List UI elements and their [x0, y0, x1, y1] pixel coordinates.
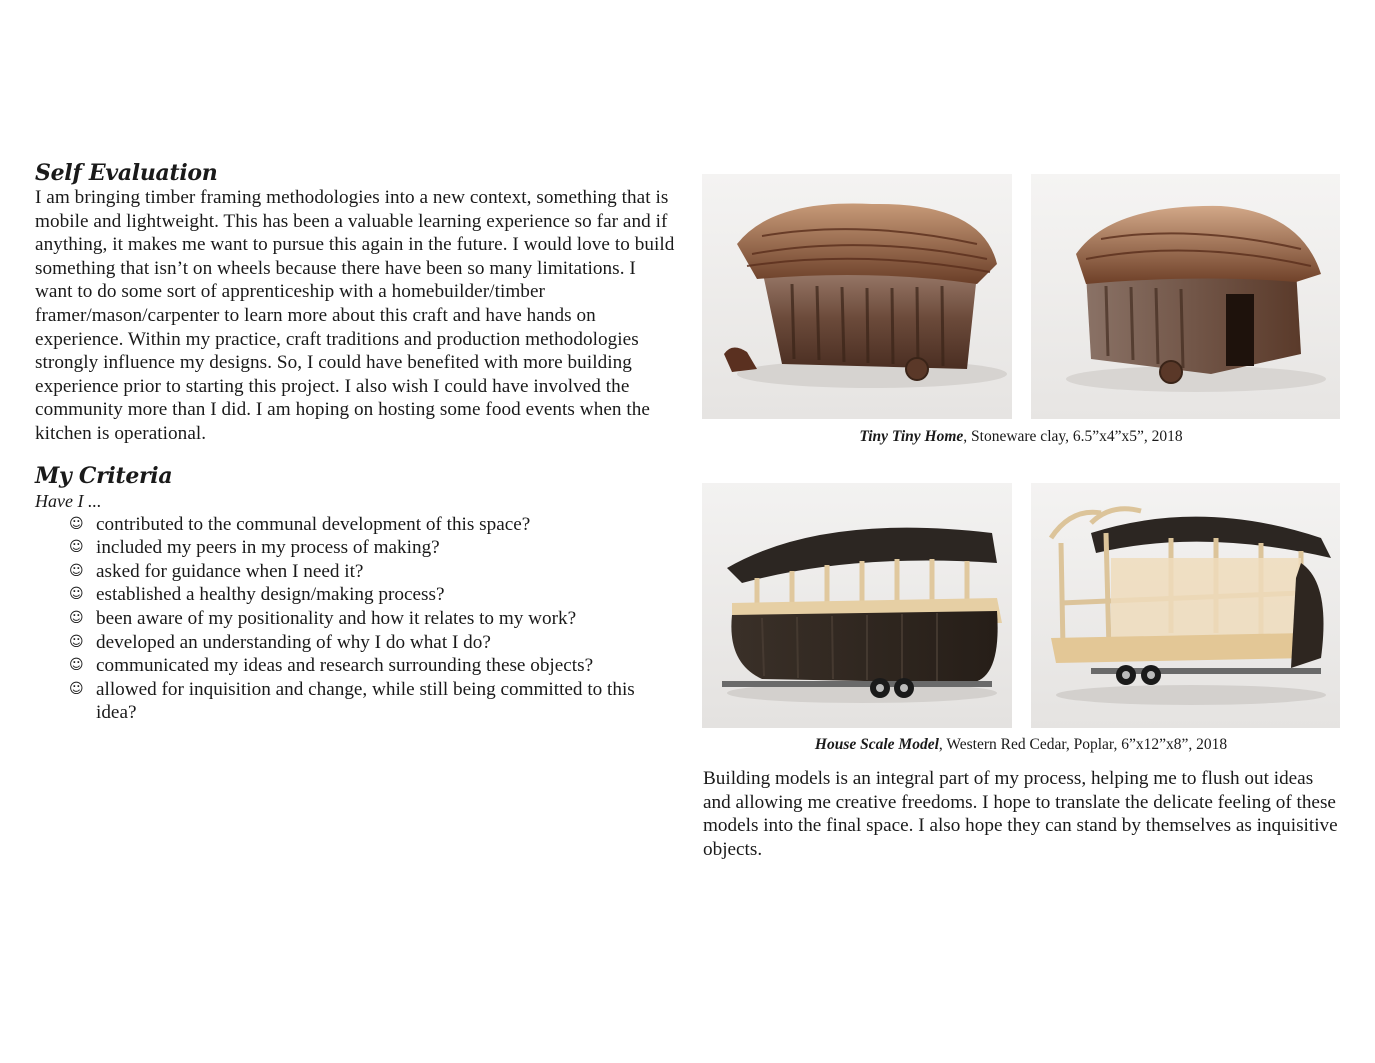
smiley-icon: ☺ — [69, 539, 84, 556]
left-column — [35, 160, 675, 725]
smiley-icon: ☺ — [69, 657, 84, 674]
criteria-list — [35, 513, 675, 725]
ceramic-house-image — [1031, 174, 1340, 419]
criteria-item-text: asked for guidance when I need it? — [96, 560, 364, 582]
criteria-intro: Have I ... — [35, 490, 102, 511]
figure-title: Tiny Tiny Home — [859, 428, 964, 445]
wood-trailer-image — [1031, 483, 1340, 728]
criteria-item-text: developed an understanding of why I do what I do? — [96, 631, 491, 653]
criteria-item-text: established a healthy design/making process? — [96, 584, 445, 606]
criteria-section — [35, 463, 675, 725]
criteria-item — [69, 513, 675, 537]
criteria-item — [69, 560, 675, 584]
self-evaluation-body: I am bringing timber framing methodologies into a new context, something that is mobile and lightweight. This has been a valuable learning experience so far and if anything, it makes me want to pursue this again in the future. I would love to build something that isn’t on wheels because there have been so many limitations. I want to do some sort of apprenticeship with a homebuilder/timber framer/mason/carpenter to learn more about this craft and have hands on experience. Within my practice, craft traditions and production methodologies strongly influence my designs. So, I could have benefited with more building experience prior to starting this project. I also wish I could have involved the community more than I did. I am hoping on hosting some food events when the kitchen is operational. — [35, 187, 675, 444]
wood-model-photo-side — [702, 483, 1012, 728]
ceramic-house-photo-back — [1031, 174, 1340, 419]
figure-caption — [702, 735, 1340, 755]
smiley-icon: ☺ — [69, 680, 84, 697]
criteria-item — [69, 536, 675, 560]
criteria-item-text: contributed to the communal development of this space? — [96, 513, 531, 535]
figure-caption — [702, 427, 1340, 447]
criteria-item — [69, 678, 675, 725]
criteria-item-text: included my peers in my process of making? — [96, 537, 440, 559]
criteria-item-text: communicated my ideas and research surrounding these objects? — [96, 655, 594, 677]
ceramic-house-image — [702, 174, 1012, 419]
smiley-icon: ☺ — [69, 515, 84, 532]
criteria-item — [69, 654, 675, 678]
smiley-icon: ☺ — [69, 633, 84, 650]
figure-details: , Western Red Cedar, Poplar, 6”x12”x8”, 2018 — [938, 736, 1228, 753]
criteria-item-text: been aware of my positionality and how it relates to my work? — [96, 607, 577, 629]
wood-model-photo-open — [1031, 483, 1340, 728]
wood-trailer-image — [702, 483, 1012, 728]
criteria-item — [69, 607, 675, 631]
self-evaluation-heading: Self Evaluation — [35, 160, 218, 186]
figure-title: House Scale Model — [814, 736, 939, 753]
closing-paragraph: Building models is an integral part of my process, helping me to flush out ideas and allowing me creative freedoms. I hope to translate the delicate feeling of these models into the final space. I also hope they can stand by themselves as inquisitive objects. — [703, 768, 1338, 860]
smiley-icon: ☺ — [69, 586, 84, 603]
smiley-icon: ☺ — [69, 562, 84, 579]
smiley-icon: ☺ — [69, 609, 84, 626]
criteria-item-text: allowed for inquisition and change, while still being committed to this idea? — [96, 678, 635, 724]
criteria-item — [69, 631, 675, 655]
criteria-item — [69, 583, 675, 607]
ceramic-house-photo-front — [702, 174, 1012, 419]
figure-details: , Stoneware clay, 6.5”x4”x5”, 2018 — [963, 428, 1183, 445]
criteria-heading: My Criteria — [35, 462, 173, 489]
